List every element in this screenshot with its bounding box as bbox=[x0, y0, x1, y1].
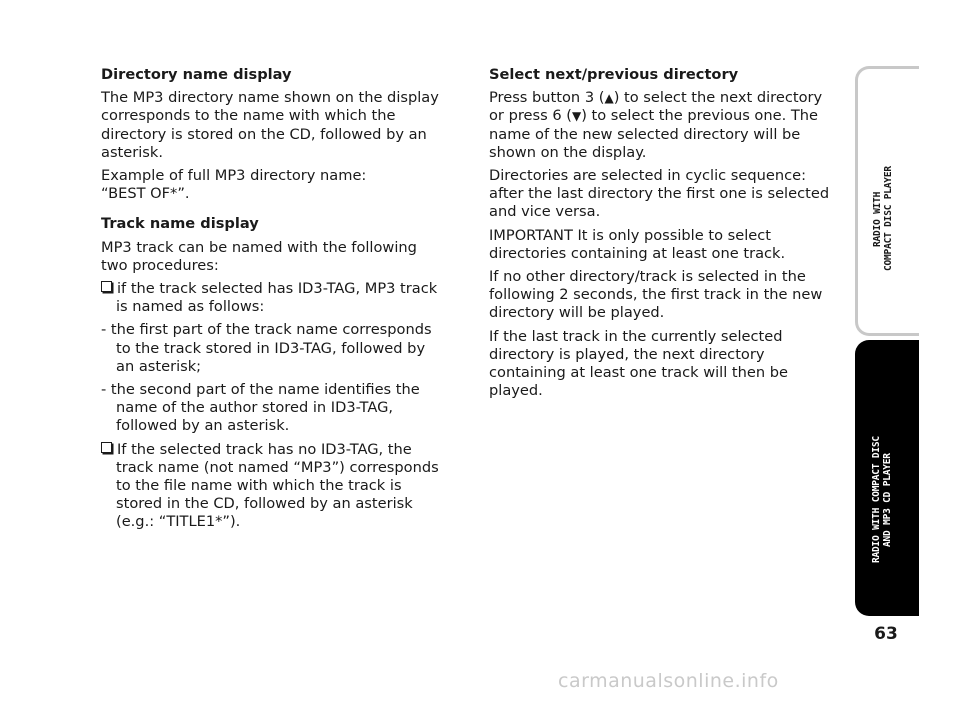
section-tab-radio-cd bbox=[855, 66, 919, 336]
section-tab-radio-mp3-active bbox=[855, 340, 919, 616]
checkbox-bullet-icon bbox=[101, 281, 112, 292]
up-triangle-icon: ▲ bbox=[604, 91, 614, 106]
text-run: Press button 3 ( bbox=[489, 89, 605, 107]
text-run: ) to select the next directory or press 6 ( bbox=[489, 89, 823, 125]
bullet-item-no-id3-text: If the selected track has no ID3-TAG, the track name (not named “MP3”) corresponds to the file name with which the track is stored in the CD, followed by an asterisk (e.g.: “TITLE1*”). bbox=[116, 440, 439, 531]
tab-label-line: RADIO WITH bbox=[872, 191, 883, 247]
bullet-item-id3-text: if the track selected has ID3-TAG, MP3 track is named as follows: bbox=[116, 280, 438, 316]
tab-label-line: RADIO WITH COMPACT DISC bbox=[871, 436, 882, 564]
bullet-item-no-id3 bbox=[101, 441, 446, 532]
select-directory-paragraph bbox=[489, 89, 834, 162]
directory-name-paragraph: The MP3 directory name shown on the display corresponds to the name with which the directory is stored on the CD, followed by an asterisk. bbox=[101, 89, 439, 161]
dash-item-first-part: - the first part of the track name corresponds to the track stored in ID3-TAG, followed by an asterisk; bbox=[101, 321, 432, 375]
important-paragraph: IMPORTANT It is only possible to select directories containing at least one track. bbox=[489, 226, 786, 262]
section-tab-radio-cd-label bbox=[872, 149, 894, 289]
left-column bbox=[101, 66, 446, 537]
track-name-heading: Track name display bbox=[101, 215, 259, 233]
text-run: ) to select the previous one. The name of the new selected directory will be shown on the display. bbox=[489, 107, 819, 161]
tab-label-line: AND MP3 CD PLAYER bbox=[882, 453, 893, 547]
directory-example-line1: Example of full MP3 directory name: bbox=[101, 167, 367, 185]
directory-name-heading: Directory name display bbox=[101, 66, 292, 83]
last-track-paragraph: If the last track in the currently selected directory is played, the next directory containing at least one track will then be played. bbox=[489, 327, 789, 400]
timeout-paragraph: If no other directory/track is selected in the following 2 seconds, the first track in the new directory will be played. bbox=[489, 268, 823, 322]
down-triangle-icon: ▼ bbox=[571, 109, 582, 124]
directory-example-line2: “BEST OF*”. bbox=[101, 185, 190, 203]
section-tab-radio-mp3-label bbox=[871, 400, 893, 600]
watermark: carmanualsonline.info bbox=[558, 670, 779, 692]
bullet-item-id3 bbox=[101, 280, 446, 316]
directory-example-paragraph bbox=[101, 167, 446, 203]
page-number: 63 bbox=[874, 624, 898, 644]
dash-item-second-part: - the second part of the name identifies the name of the author stored in ID3-TAG, followed by an asterisk. bbox=[101, 381, 420, 435]
right-column bbox=[489, 66, 834, 405]
tab-label-line: COMPACT DISC PLAYER bbox=[883, 166, 894, 272]
cyclic-sequence-paragraph: Directories are selected in cyclic sequence: after the last directory the first one is selected and vice versa. bbox=[489, 167, 830, 221]
checkbox-bullet-icon bbox=[101, 442, 112, 453]
track-name-paragraph: MP3 track can be named with the following two procedures: bbox=[101, 238, 417, 274]
select-directory-heading: Select next/previous directory bbox=[489, 66, 739, 83]
